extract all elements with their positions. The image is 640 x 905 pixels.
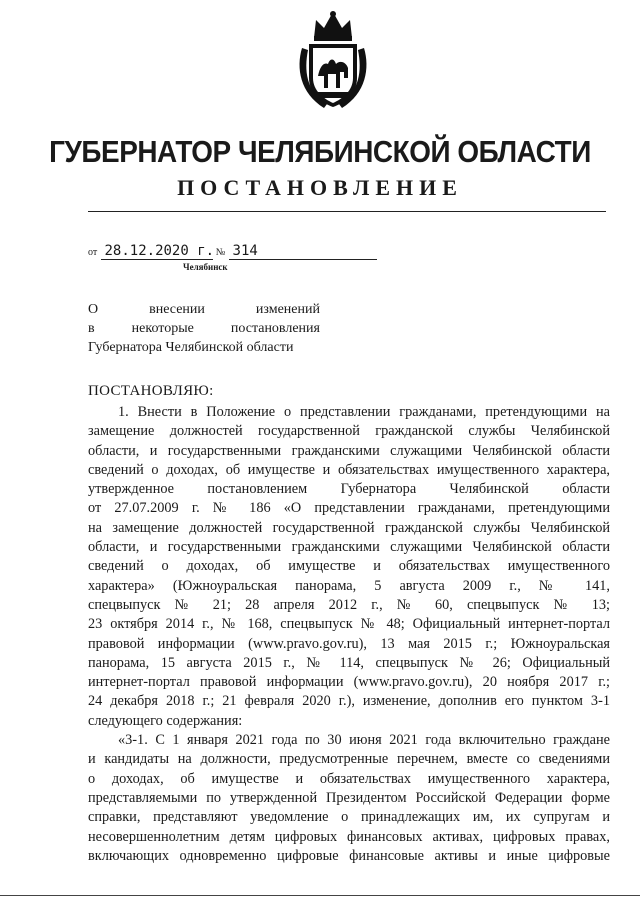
decree-heading: ПОСТАНОВЛЯЮ: (88, 383, 214, 399)
body-line: включающих одновременно цифровые финансовые активы и иные цифровые (88, 847, 610, 864)
body-line: области, и государственными гражданскими служащими Челябинской области (88, 442, 610, 459)
number-prefix: № (215, 247, 226, 258)
document-date: 28.12.2020 г. (101, 243, 213, 260)
subject-line: Губернатора Челябинской области (88, 340, 294, 355)
document-number: 314 (229, 243, 377, 260)
body-line: представляемыми по утвержденной Президентом Российской Федерации форме (88, 789, 610, 806)
body-line: характера» (Южноуральская панорама, 5 августа 2009 г., № 141, (88, 577, 610, 594)
document-body (88, 403, 610, 866)
document-date-number-line (88, 243, 377, 260)
date-prefix: от (88, 247, 98, 258)
body-line: от 27.07.2009 г. № 186 «О представлении гражданами, претендующими (88, 500, 610, 517)
subject-line: О внесении изменений (88, 302, 320, 317)
body-line: и кандидаты на должности, предусмотренные перечнем, вместе со сведениями (88, 751, 610, 768)
body-line: 23 октября 2014 г., № 168, спецвыпуск № 48; Официальный интернет-портал (88, 616, 610, 633)
body-line: 1. Внести в Положение о представлении гражданами, претендующими на (118, 404, 610, 420)
document-city: Челябинск (183, 262, 228, 272)
body-line: области, и государственными гражданскими служащими Челябинской области (88, 539, 610, 556)
body-line: правовой информации (www.pravo.gov.ru), 13 мая 2015 г.; Южноуральская (88, 635, 610, 652)
body-line: справки, представляют уведомление о принадлежащих им, их супругам и (88, 809, 610, 826)
body-line: «3-1. С 1 января 2021 года по 30 июня 2021 года включительно граждане (118, 732, 610, 749)
body-line: на замещение должностей государственной гражданской службы Челябинской (88, 519, 610, 536)
body-line: замещение должностей государственной гражданской службы Челябинской (88, 423, 610, 440)
coat-of-arms-emblem (294, 8, 372, 114)
body-line: интернет-портал правовой информации (www.pravo.gov.ru), 20 ноября 2017 г.; (88, 674, 610, 691)
body-line: сведений о доходах, об имуществе и обязательствах имущественного (88, 558, 610, 575)
body-line: сведений о доходах, об имуществе и обязательствах имущественного характера, (88, 461, 610, 478)
body-line: спецвыпуск № 21; 28 апреля 2012 г., № 60, спецвыпуск № 13; (88, 596, 610, 613)
authority-title: ГУБЕРНАТОР ЧЕЛЯБИНСКОЙ ОБЛАСТИ (49, 134, 591, 169)
body-line: 24 декабря 2018 г.; 21 февраля 2020 г.), изменение, дополнив его пунктом 3-1 (88, 693, 610, 710)
header-divider (88, 211, 606, 212)
body-line: о доходах, об имуществе и обязательствах имущественного характера, (88, 770, 610, 787)
document-subject (88, 300, 320, 357)
body-line: несовершеннолетним детям цифровых финансовых активах, цифровых правах, (88, 828, 610, 845)
body-line: следующего содержания: (88, 712, 243, 729)
subject-line: в некоторые постановления (88, 321, 320, 336)
document-type-title: ПОСТАНОВЛЕНИЕ (177, 175, 463, 200)
body-line: панорама, 15 августа 2015 г., № 114, спецвыпуск № 26; Официальный (88, 654, 610, 671)
body-line: утвержденное постановлением Губернатора Челябинской области (88, 481, 610, 498)
page-bottom-edge (0, 895, 640, 896)
